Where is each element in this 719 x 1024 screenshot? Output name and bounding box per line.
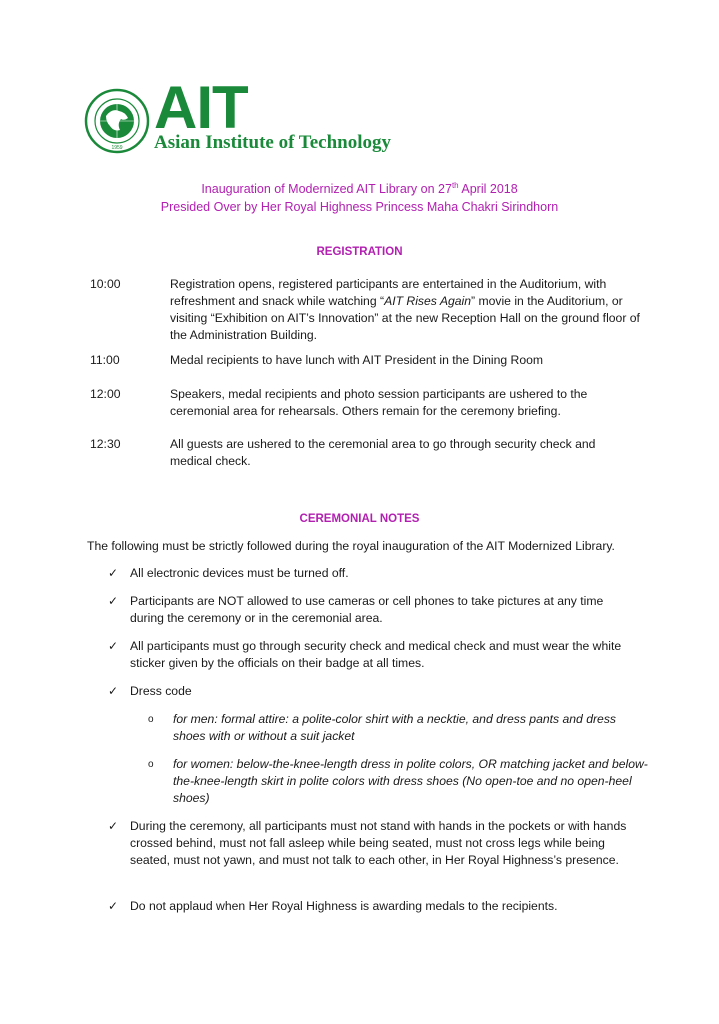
checkmark-icon: ✓ <box>108 566 119 580</box>
schedule-time: 12:00 <box>90 387 121 401</box>
title-main: Inauguration of Modernized AIT Library on 27 <box>201 182 452 197</box>
schedule-text: All guests are ushered to the ceremonial area to go through security check and medical check. <box>170 437 596 468</box>
note-text: Participants are NOT allowed to use cameras or cell phones to take pictures at any time during the ceremony or in the ceremonial area. <box>130 594 604 625</box>
note-text: Do not applaud when Her Royal Highness is awarding medals to the recipients. <box>130 899 558 913</box>
checkmark-icon: ✓ <box>108 899 119 913</box>
note-text: All electronic devices must be turned off. <box>130 566 349 580</box>
document-title <box>0 181 719 196</box>
dress-code-men: for men: formal attire: a polite-color shirt with a necktie, and dress pants and dress shoes with or without a suit jacket <box>173 712 617 743</box>
ceremonial-heading: CEREMONIAL NOTES <box>299 513 420 525</box>
dress-code-women: for women: below-the-knee-length dress in polite colors, OR matching jacket and below-the-knee-length skirt in polite colors with dress shoes (No open-toe and no open-heel shoes) <box>173 757 648 805</box>
schedule-text: Speakers, medal recipients and photo session participants are ushered to the ceremonial area for rehearsals. Others remain for the ceremony briefing. <box>170 387 588 418</box>
note-text: All participants must go through security check and medical check and must wear the white sticker given by the officials on their badge at all times. <box>130 639 622 670</box>
checkmark-icon: ✓ <box>108 819 119 833</box>
checkmark-icon: ✓ <box>108 639 119 653</box>
ait-logo <box>84 74 414 158</box>
logo-wordmark: AIT <box>154 74 248 141</box>
svg-text:1959: 1959 <box>111 145 123 151</box>
movie-title: AIT Rises Again <box>384 294 471 308</box>
schedule-time: 10:00 <box>90 277 121 291</box>
title-date: April 2018 <box>458 182 518 197</box>
note-text: Dress code <box>130 684 192 698</box>
checkmark-icon: ✓ <box>108 594 119 608</box>
note-text: During the ceremony, all participants must not stand with hands in the pockets or with hands crossed behind, must not fall asleep while being seated, must not cross legs while being seated, must not yawn, and must not talk to each other, in Her Royal Highness’s presence. <box>130 819 627 867</box>
ait-seal-icon <box>84 88 150 154</box>
ceremonial-intro: The following must be strictly followed during the royal inauguration of the AIT Modernized Library. <box>87 539 615 553</box>
document-subtitle: Presided Over by Her Royal Highness Princess Maha Chakri Sirindhorn <box>160 200 559 214</box>
circle-bullet-icon: o <box>148 714 154 725</box>
circle-bullet-icon: o <box>148 759 154 770</box>
registration-heading: REGISTRATION <box>316 246 403 258</box>
title-superscript: th <box>451 181 459 190</box>
schedule-text: Registration opens, registered participants are entertained in the Auditorium, with refreshment and snack while watching “AIT Rises Again” movie in the Auditorium, or visiting “Exhibition on AIT’s Innovation” at the new Reception Hall on the ground floor of the Administration Building. <box>170 277 640 342</box>
schedule-text: Medal recipients to have lunch with AIT President in the Dining Room <box>170 353 544 367</box>
institute-name: Asian Institute of Technology <box>154 132 392 153</box>
schedule-time: 12:30 <box>90 437 121 451</box>
checkmark-icon: ✓ <box>108 684 119 698</box>
schedule-time: 11:00 <box>90 353 120 367</box>
